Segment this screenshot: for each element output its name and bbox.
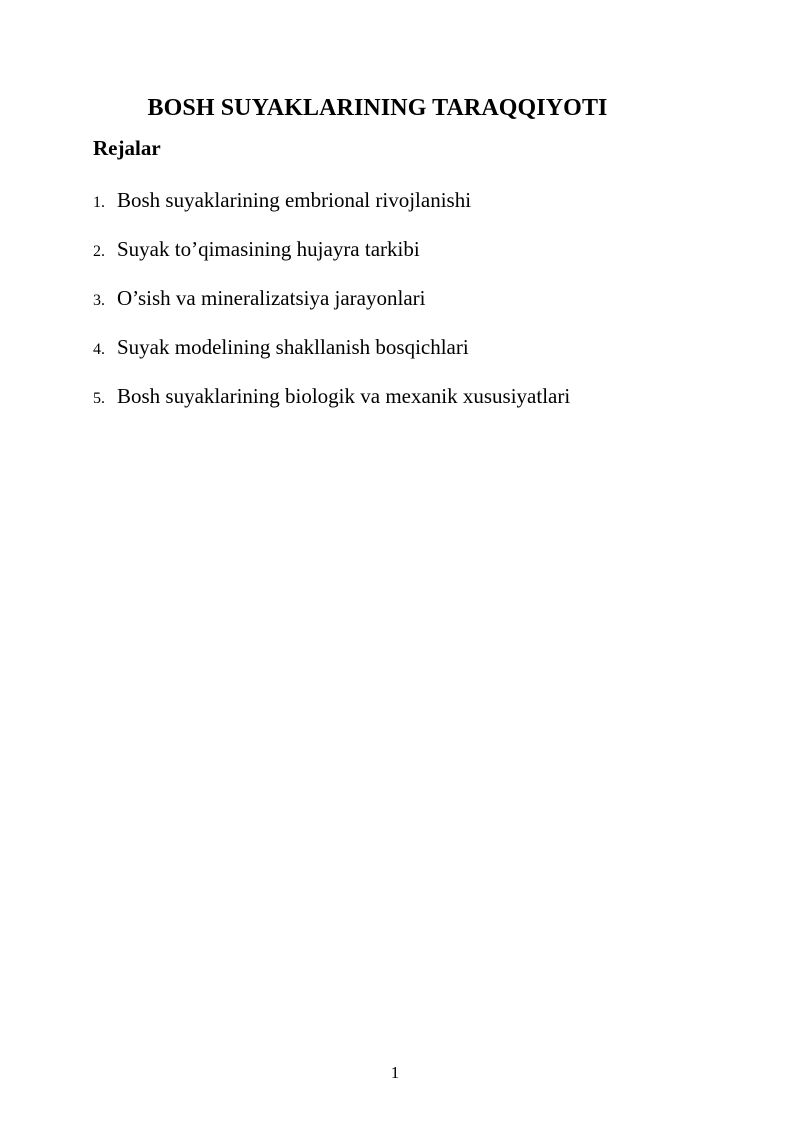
plan-item-number: 1. — [93, 194, 105, 211]
plan-item-text: O’sish va mineralizatsiya jarayonlari — [117, 286, 426, 310]
plan-item-number: 4. — [93, 341, 105, 358]
plan-item-number: 2. — [93, 243, 105, 260]
plan-item-text: Bosh suyaklarining biologik va mexanik xususiyatlari — [117, 384, 571, 408]
plan-item-text: Suyak to’qimasining hujayra tarkibi — [117, 237, 420, 261]
plan-item-5 — [93, 384, 570, 433]
plan-item-1 — [93, 188, 570, 237]
document-title: BOSH SUYAKLARINING TARAQQIYOTI — [147, 95, 608, 121]
plan-item-3 — [93, 286, 570, 335]
plan-item-number: 5. — [93, 390, 105, 407]
page-number: 1 — [390, 1063, 400, 1082]
section-heading: Rejalar — [93, 136, 161, 160]
plan-list — [93, 188, 570, 433]
plan-item-4 — [93, 335, 570, 384]
plan-item-text: Suyak modelining shakllanish bosqichlari — [117, 335, 469, 359]
plan-item-text: Bosh suyaklarining embrional rivojlanishi — [117, 188, 472, 212]
plan-item-2 — [93, 237, 570, 286]
plan-item-number: 3. — [93, 292, 105, 309]
